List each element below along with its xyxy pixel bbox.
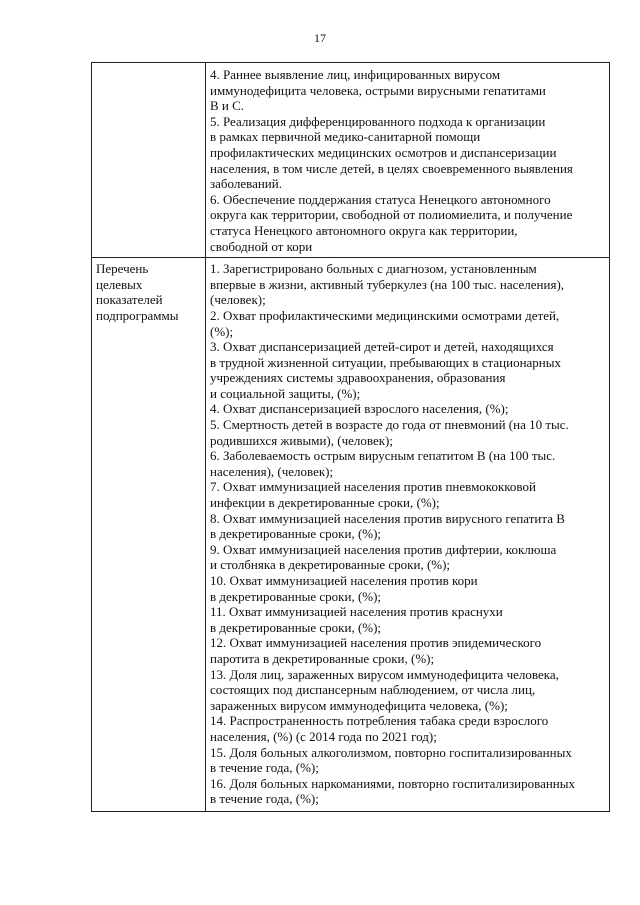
text-line: Перечень — [96, 261, 149, 277]
text-line: 1. Зарегистрировано больных с диагнозом, установленным — [210, 261, 537, 277]
row-label-cell-empty — [92, 63, 206, 258]
text-line: показателей — [96, 292, 163, 308]
text-line: В и С. — [210, 98, 245, 114]
text-line: профилактических медицинских осмотров и диспансеризации — [210, 144, 557, 160]
text-line: 3. Охват диспансеризацией детей-сирот и детей, находящихся — [210, 339, 554, 355]
text-line: состоящих под диспансерным наблюдением, от числа лиц, — [210, 682, 536, 698]
text-line: в течение года, (%); — [210, 791, 319, 807]
text-line: родившихся живыми), (человек); — [210, 432, 393, 448]
table-row-target-indicators — [92, 258, 610, 812]
text-line: (%); — [210, 323, 234, 339]
text-line: (человек); — [210, 292, 266, 308]
text-line: и столбняка в декретированные сроки, (%); — [210, 557, 451, 573]
text-line: подпрограммы — [96, 307, 179, 323]
text-line: 8. Охват иммунизацией населения против вирусного гепатита В — [210, 510, 565, 526]
text-line: населения, (%) (с 2014 года по 2021 год); — [210, 728, 437, 744]
table-row-tasks-continuation — [92, 63, 610, 258]
text-line: иммунодефицита человека, острыми вирусными гепатитами — [210, 82, 546, 98]
indicators-label-cell — [92, 258, 206, 812]
text-line: в декретированные сроки, (%); — [210, 588, 382, 604]
text-line: 5. Смертность детей в возрасте до года от пневмоний (на 10 тыс. — [210, 417, 569, 433]
text-line: 16. Доля больных наркоманиями, повторно госпитализированных — [210, 775, 575, 791]
text-line: 12. Охват иммунизацией населения против эпидемического — [210, 635, 542, 651]
text-line: 9. Охват иммунизацией населения против дифтерии, коклюша — [210, 541, 557, 557]
tasks-content-cell — [206, 63, 610, 258]
text-line: округа как территории, свободной от полиомиелита, и получение — [210, 207, 573, 223]
text-line: 5. Реализация дифференцированного подхода к организации — [210, 113, 546, 129]
text-line: 2. Охват профилактическими медицинскими осмотрами детей, — [210, 307, 560, 323]
text-line: 6. Обеспечение поддержания статуса Ненецкого автономного — [210, 191, 551, 207]
text-line: свободной от кори — [210, 238, 313, 254]
text-line: 13. Доля лиц, зараженных вирусом иммунодефицита человека, — [210, 666, 559, 682]
text-line: 11. Охват иммунизацией населения против краснухи — [210, 604, 503, 620]
text-line: 10. Охват иммунизацией населения против кори — [210, 573, 478, 588]
text-line: 14. Распространенность потребления табака среди взрослого — [210, 713, 549, 729]
text-line: 15. Доля больных алкоголизмом, повторно госпитализированных — [210, 744, 572, 760]
text-line: 4. Охват диспансеризацией взрослого населения, (%); — [210, 401, 509, 417]
text-line: учреждениях системы здравоохранения, образования — [210, 370, 506, 386]
text-line: населения), (человек); — [210, 463, 334, 479]
text-line: статуса Ненецкого автономного округа как территории, — [210, 222, 518, 238]
subprogram-passport-table — [91, 62, 610, 812]
text-line: заболеваний. — [210, 176, 282, 192]
text-line: инфекции в декретированные сроки, (%); — [210, 495, 440, 511]
text-line: населения, в том числе детей, в целях своевременного выявления — [210, 160, 573, 176]
text-line: паротита в декретированные сроки, (%); — [210, 650, 435, 666]
text-line: 7. Охват иммунизацией населения против пневмококковой — [210, 479, 536, 495]
text-line: зараженных вирусом иммунодефицита человека, (%); — [210, 697, 508, 713]
text-line: в течение года, (%); — [210, 760, 319, 776]
text-line: 4. Раннее выявление лиц, инфицированных вирусом — [210, 67, 501, 82]
text-line: 6. Заболеваемость острым вирусным гепатитом В (на 100 тыс. — [210, 448, 556, 464]
text-line: целевых — [96, 276, 143, 292]
text-line: в декретированные сроки, (%); — [210, 526, 382, 542]
text-line: в декретированные сроки, (%); — [210, 619, 382, 635]
indicators-content-cell — [206, 258, 610, 812]
text-line: в трудной жизненной ситуации, пребывающих в стационарных — [210, 354, 561, 370]
text-line: впервые в жизни, активный туберкулез (на 100 тыс. населения), — [210, 276, 565, 292]
page-number: 17 — [314, 31, 326, 45]
text-line: в рамках первичной медико-санитарной помощи — [210, 129, 481, 145]
text-line: и социальной защиты, (%); — [210, 385, 361, 401]
